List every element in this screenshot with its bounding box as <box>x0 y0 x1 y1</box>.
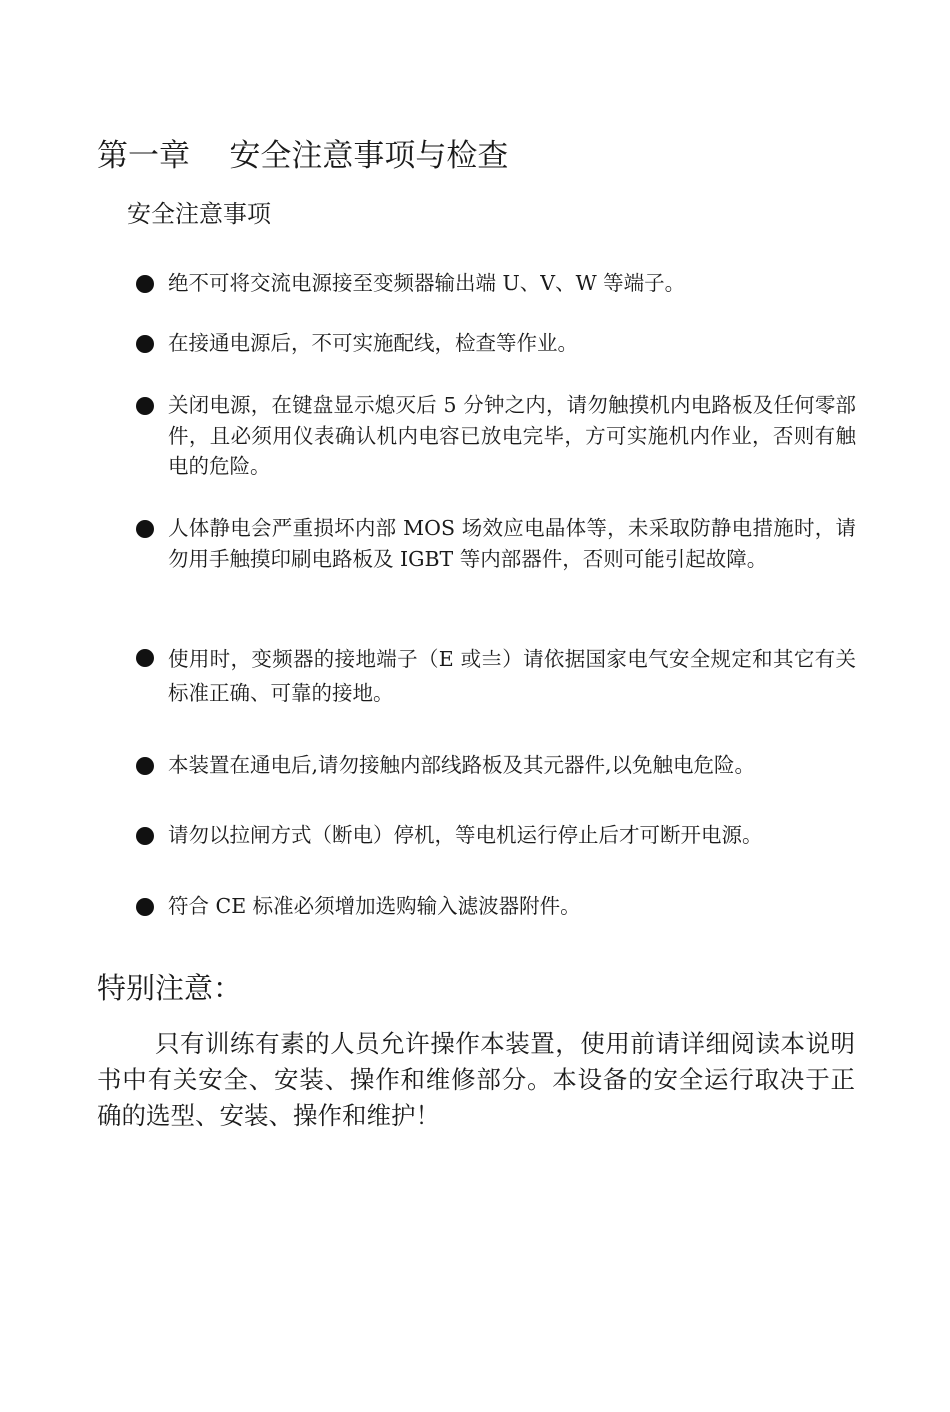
bullet-icon <box>136 335 154 353</box>
safety-notice-item <box>136 891 856 922</box>
safety-notice-item <box>136 642 856 710</box>
bullet-icon <box>136 757 154 775</box>
safety-notice-text: 在接通电源后，不可实施配线，检查等作业。 <box>168 331 578 355</box>
special-notice-title: 特别注意： <box>97 971 243 1005</box>
safety-notice-text: 请勿以拉闸方式（断电）停机，等电机运行停止后才可断开电源。 <box>168 823 763 847</box>
safety-notice-text: 绝不可将交流电源接至变频器输出端 U、V、W 等端子。 <box>168 271 686 295</box>
bullet-icon <box>136 520 154 538</box>
bullet-icon <box>136 827 154 845</box>
safety-notice-item <box>136 328 856 359</box>
chapter-title: 第一章 安全注意事项与检查 <box>97 138 509 174</box>
section-title: 安全注意事项 <box>127 200 271 228</box>
safety-notice-item <box>136 268 856 299</box>
special-notice-body: 只有训练有素的人员允许操作本装置，使用前请详细阅读本说明书中有关安全、安装、操作和维修部分。本设备的安全运行取决于正确的选型、安装、操作和维护！ <box>97 1029 855 1130</box>
safety-notice-item <box>136 390 856 482</box>
safety-notice-text: 人体静电会严重损坏内部 MOS 场效应电晶体等，未采取防静电措施时，请勿用手触摸印刷电路板及 IGBT 等内部器件，否则可能引起故障。 <box>168 516 856 571</box>
safety-notice-text: 使用时，变频器的接地端子（E 或〨）请依据国家电气安全规定和其它有关标准正确、可靠的接地。 <box>168 647 856 705</box>
safety-notice-text: 关闭电源，在键盘显示熄灭后 5 分钟之内，请勿触摸机内电路板及任何零部件，且必须用仪表确认机内电容已放电完毕，方可实施机内作业，否则有触电的危险。 <box>168 393 856 478</box>
safety-notice-text: 本装置在通电后,请勿接触内部线路板及其元器件,以免触电危险。 <box>168 753 756 777</box>
bullet-icon <box>136 397 154 415</box>
safety-notice-item <box>136 513 856 574</box>
safety-notice-text: 符合 CE 标准必须增加选购输入滤波器附件。 <box>168 894 581 918</box>
bullet-icon <box>136 275 154 293</box>
bullet-icon <box>136 649 154 667</box>
bullet-icon <box>136 898 154 916</box>
safety-notice-item <box>136 750 856 781</box>
safety-notice-item <box>136 820 856 851</box>
